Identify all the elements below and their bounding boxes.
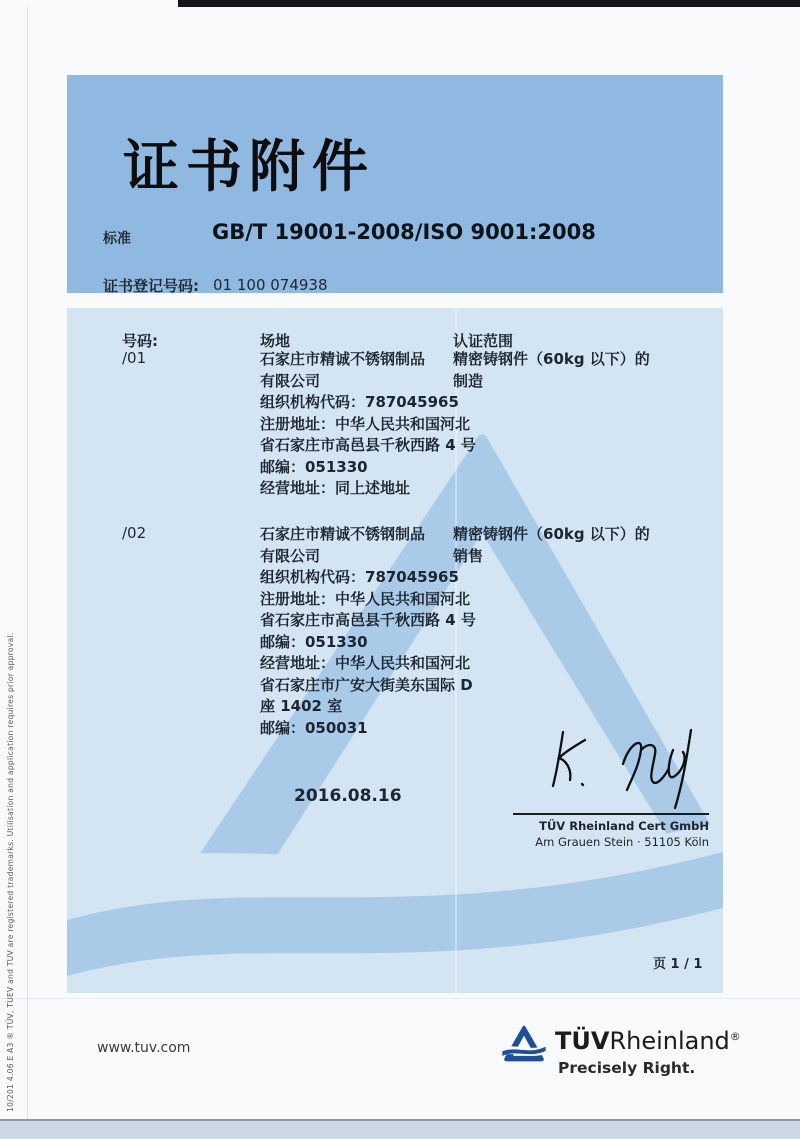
brand-tuv: TÜV [555,1027,610,1055]
edge-trademark-note: 10/201 4.06 E A3 ® TÜV, TUEV and TUV are registered trademarks. Utilisation and application requires prior approval. [6,632,15,1112]
text-line: 邮编：051330 [260,632,368,651]
page-edge-line [27,6,28,1120]
scan-bottom-strip [0,1119,800,1139]
certification-scope-block [453,349,715,392]
text-line: 座 1402 室 [260,697,343,715]
tuv-rheinland-logo [501,1019,761,1085]
text-line: 制造 [453,371,484,390]
standard-label: 标准 [103,231,131,247]
text-line: 石家庄市精诚不锈钢制品 [260,350,426,368]
text-line: 邮编：050031 [260,718,368,737]
text-line: 组织机构代码：787045965 [260,568,459,586]
text-line: 省石家庄市高邑县千秋西路 4 号 [260,611,476,629]
issue-date: 2016.08.16 [294,786,402,806]
issuer-address [467,819,709,849]
brand-tagline: Precisely Right. [558,1059,696,1077]
brand-wordmark [555,1027,741,1055]
text-line: 销售 [453,546,484,565]
issuer-street: Am Grauen Stein · 51105 Köln [535,835,709,849]
text-line: 省石家庄市高邑县千秋西路 4 号 [260,436,476,454]
tuv-triangle-icon [501,1021,547,1065]
page-number: 页 1 / 1 [653,957,703,972]
standard-value: GB/T 19001-2008/ISO 9001:2008 [212,220,596,244]
row-number: /02 [122,524,147,542]
signature-rule [513,813,709,815]
text-line: 经营地址：同上述地址 [260,479,411,497]
handwritten-signature [545,720,715,815]
column-header-site: 场地 [260,332,291,350]
text-line: 组织机构代码：787045965 [260,393,459,411]
text-line: 邮编：051330 [260,457,368,476]
certification-scope-block [453,524,715,567]
text-line: 精密铸钢件（60kg 以下）的 [453,350,650,368]
column-header-scope: 认证范围 [453,332,514,350]
certificate-body-block [67,308,723,993]
text-line: 石家庄市精诚不锈钢制品 [260,525,426,543]
text-line: 有限公司 [260,546,321,565]
cert-number-label: 证书登记号码: [103,277,199,295]
text-line: 注册地址：中华人民共和国河北 [260,589,471,608]
row-number: /01 [122,349,147,367]
document-title: 证书附件 [123,135,375,200]
text-line: 经营地址：中华人民共和国河北 [260,654,471,672]
text-line: 注册地址：中华人民共和国河北 [260,414,471,433]
certificate-header-block [67,75,723,293]
column-header-number: 号码: [122,332,158,350]
registered-mark-icon: ® [729,1030,741,1043]
text-line: 有限公司 [260,371,321,390]
cert-number-value: 01 100 074938 [213,276,328,294]
scan-edge-bar [178,0,800,7]
text-line: 精密铸钢件（60kg 以下）的 [453,525,650,543]
scan-fold-horizontal [0,998,800,999]
brand-rheinland: Rheinland [609,1027,730,1055]
issuer-name: TÜV Rheinland Cert GmbH [539,819,709,833]
text-line: 省石家庄市广安大街美东国际 D [260,675,473,694]
tuv-website-url: www.tuv.com [97,1040,191,1056]
